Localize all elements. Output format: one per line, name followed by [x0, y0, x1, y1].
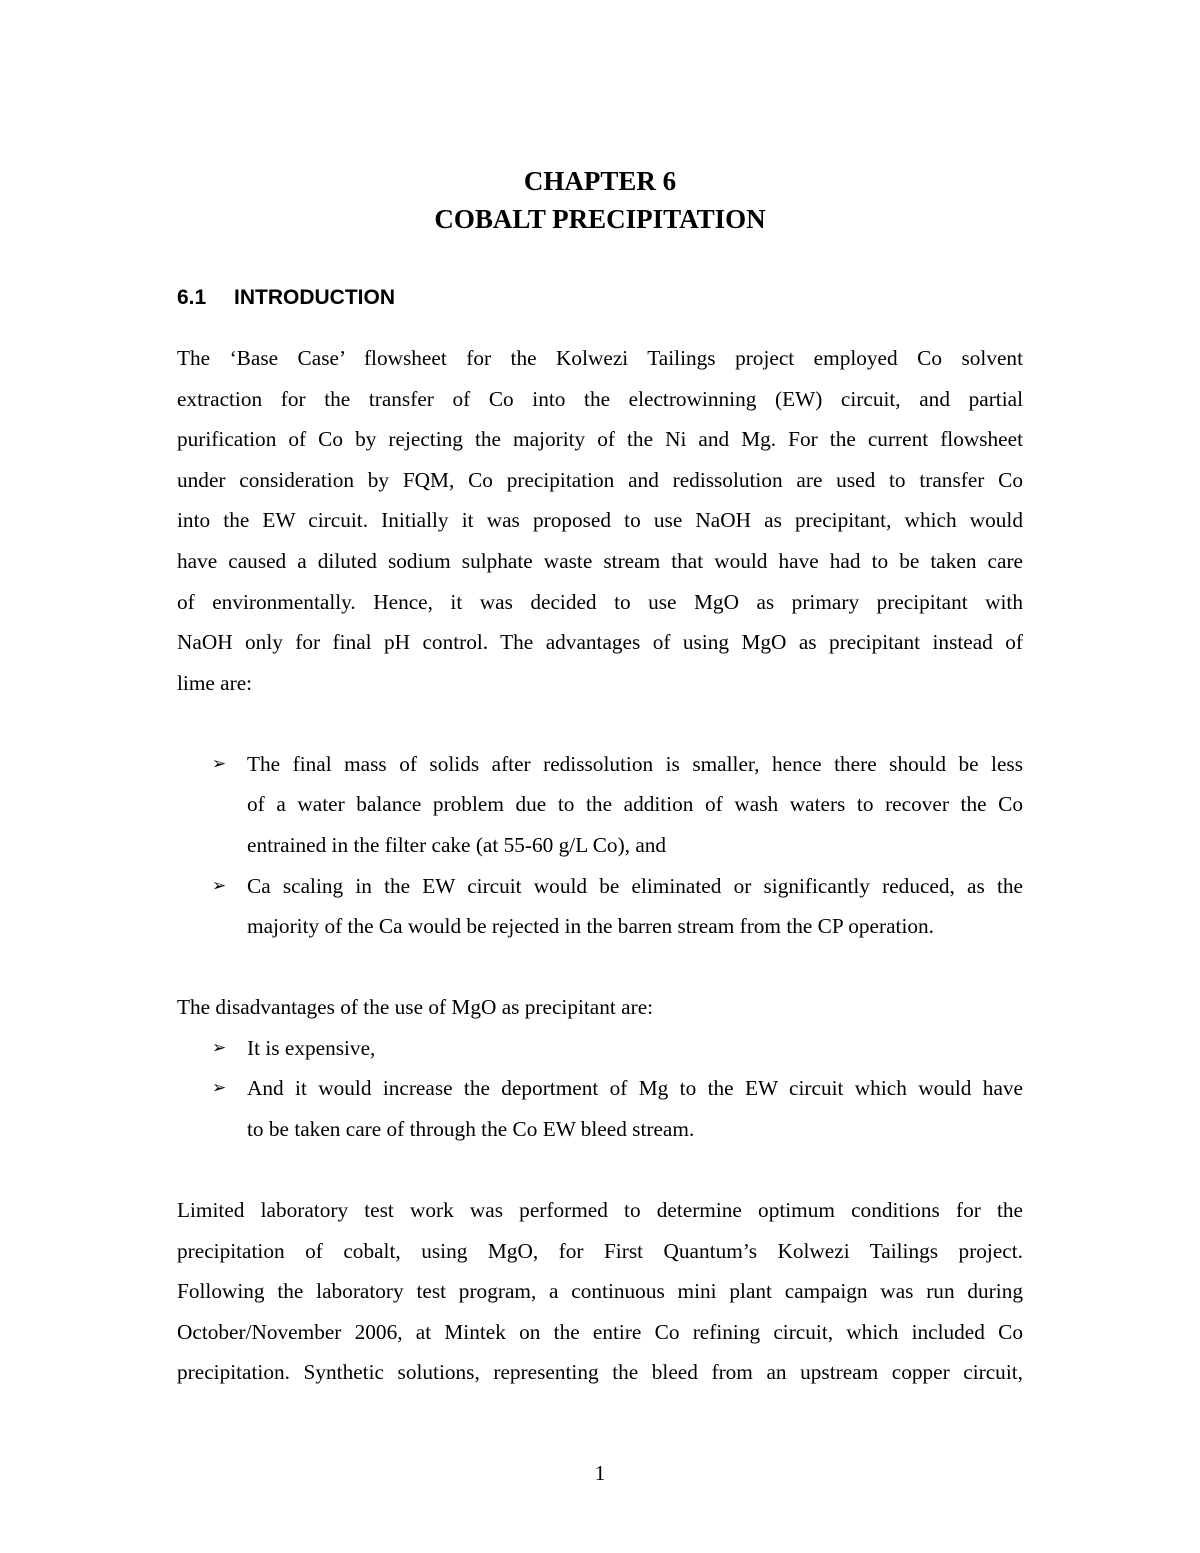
- list-item-line: entrained in the filter cake (at 55-60 g/L Co), and: [247, 833, 667, 857]
- arrow-bullet-icon: ➢: [212, 1038, 227, 1058]
- paragraph-line: extraction for the transfer of Co into the electrowinning (EW) circuit, and partial: [177, 387, 1023, 411]
- section-number: 6.1: [177, 286, 207, 309]
- list-item-line: majority of the Ca would be rejected in the barren stream from the CP operation.: [247, 914, 935, 938]
- arrow-bullet-icon: ➢: [212, 876, 227, 896]
- list-item-line: of a water balance problem due to the addition of wash waters to recover the Co: [247, 792, 1023, 816]
- paragraph-line: of environmentally. Hence, it was decided to use MgO as primary precipitant with: [177, 590, 1023, 614]
- paragraph-line: The ‘Base Case’ flowsheet for the Kolwezi Tailings project employed Co solvent: [177, 346, 1023, 370]
- paragraph-line: under consideration by FQM, Co precipitation and redissolution are used to transfer Co: [177, 468, 1023, 492]
- section-title: INTRODUCTION: [234, 286, 395, 309]
- chapter-title: COBALT PRECIPITATION: [434, 204, 766, 234]
- arrow-bullet-icon: ➢: [212, 754, 227, 774]
- paragraph-line: precipitation of cobalt, using MgO, for First Quantum’s Kolwezi Tailings project.: [177, 1239, 1023, 1263]
- paragraph-line: Limited laboratory test work was performed to determine optimum conditions for the: [177, 1198, 1023, 1222]
- list-item-line: And it would increase the deportment of Mg to the EW circuit which would have: [247, 1076, 1023, 1100]
- paragraph-line: into the EW circuit. Initially it was proposed to use NaOH as precipitant, which would: [177, 508, 1023, 532]
- paragraph-line: NaOH only for final pH control. The advantages of using MgO as precipitant instead of: [177, 630, 1023, 654]
- paragraph-line: lime are:: [177, 671, 253, 695]
- arrow-bullet-icon: ➢: [212, 1078, 227, 1098]
- paragraph-line: purification of Co by rejecting the majority of the Ni and Mg. For the current flowsheet: [177, 427, 1023, 451]
- paragraph-line: precipitation. Synthetic solutions, representing the bleed from an upstream copper circuit,: [177, 1360, 1023, 1384]
- list-item-line: Ca scaling in the EW circuit would be eliminated or significantly reduced, as the: [247, 874, 1023, 898]
- paragraph-line: October/November 2006, at Mintek on the entire Co refining circuit, which included Co: [177, 1320, 1023, 1344]
- paragraph-line: The disadvantages of the use of MgO as precipitant are:: [177, 995, 654, 1019]
- list-item-line: It is expensive,: [247, 1036, 376, 1060]
- section-heading: [177, 283, 395, 313]
- page-number: 1: [594, 1461, 606, 1485]
- chapter-number: CHAPTER 6: [523, 166, 677, 196]
- paragraph-line: Following the laboratory test program, a continuous mini plant campaign was run during: [177, 1279, 1023, 1303]
- paragraph-line: have caused a diluted sodium sulphate waste stream that would have had to be taken care: [177, 549, 1023, 573]
- list-item-line: to be taken care of through the Co EW bleed stream.: [247, 1117, 695, 1141]
- list-item-line: The final mass of solids after redissolution is smaller, hence there should be less: [247, 752, 1023, 776]
